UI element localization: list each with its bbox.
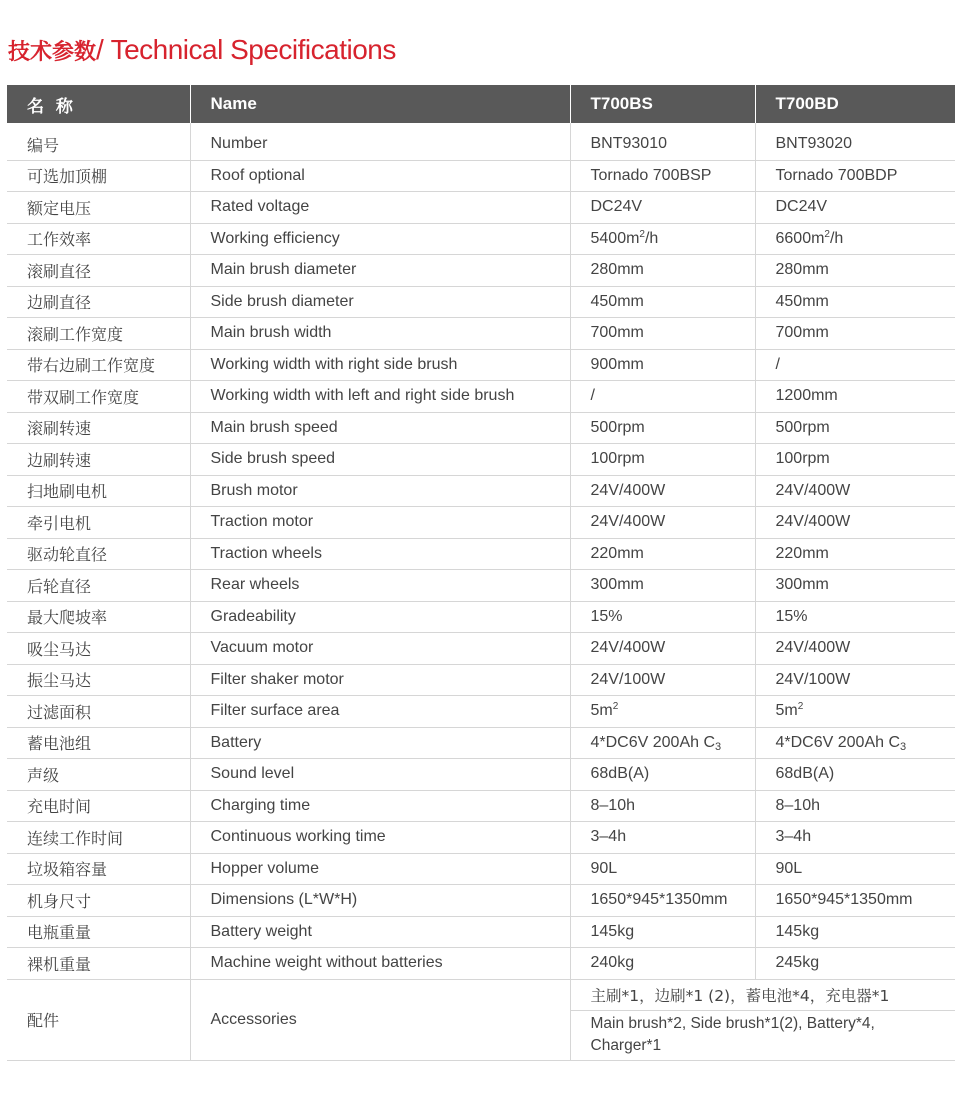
cell-name-cn	[7, 123, 190, 160]
cell-name-cn	[7, 727, 190, 759]
table-row	[7, 123, 955, 160]
cell-name-en	[190, 664, 570, 696]
page-title	[8, 32, 396, 68]
cell-value-bs	[570, 790, 755, 822]
cell-name-cn	[7, 349, 190, 381]
cell-name-cn	[7, 790, 190, 822]
cell-value-bd-text: 90L	[775, 859, 803, 877]
cell-value-bs	[570, 412, 755, 444]
cell-value-bd	[755, 664, 955, 696]
cell-value-bd	[755, 475, 955, 507]
cell-name-en	[190, 381, 570, 413]
cell-value-bs-text: BNT93010	[590, 135, 667, 153]
cell-value-bs-text: 220mm	[590, 544, 644, 562]
cell-value-bs-text: /	[590, 387, 595, 405]
cell-value-bd	[755, 507, 955, 539]
cell-value-bd	[755, 822, 955, 854]
cell-name-en	[190, 507, 570, 539]
cell-name-en	[190, 349, 570, 381]
cell-name-cn	[7, 759, 190, 791]
cell-value-bd	[755, 790, 955, 822]
accessories-row	[7, 979, 955, 1010]
cell-name-cn-text: 振尘马达	[27, 671, 92, 691]
cell-name-cn-text: 蓄电池组	[27, 734, 92, 754]
header-name-en: Name	[190, 85, 570, 123]
cell-value-bs	[570, 601, 755, 633]
cell-name-cn	[7, 412, 190, 444]
cell-value-bs	[570, 444, 755, 476]
cell-value-bs	[570, 381, 755, 413]
cell-value-bd	[755, 538, 955, 570]
cell-value-bs-text: 100rpm	[590, 450, 645, 468]
cell-value-bd-text: 5m	[775, 702, 798, 720]
cell-value-bd-text: 100rpm	[775, 450, 830, 468]
cell-name-en-text: Working width with left and right side brush	[210, 387, 515, 405]
table-row	[7, 948, 955, 980]
cell-name-en-text: Gradeability	[210, 607, 296, 625]
cell-name-en-text: Filter shaker motor	[210, 670, 344, 688]
cell-name-cn-text: 带双刷工作宽度	[27, 387, 140, 407]
cell-name-cn-text: 吸尘马达	[27, 639, 92, 659]
cell-name-en	[190, 123, 570, 160]
superscript: 2	[824, 228, 830, 240]
cell-name-en-text: Battery weight	[210, 922, 312, 940]
cell-value-bd	[755, 916, 955, 948]
table-body	[7, 123, 955, 1060]
cell-value-bd	[755, 381, 955, 413]
cell-value-bs	[570, 475, 755, 507]
spec-table	[7, 85, 955, 1061]
header-row	[7, 85, 955, 123]
table-row	[7, 759, 955, 791]
cell-value-bs-text: 280mm	[590, 261, 644, 279]
cell-name-cn-text: 带右边刷工作宽度	[27, 356, 156, 376]
cell-name-cn	[7, 570, 190, 602]
cell-name-cn	[7, 601, 190, 633]
cell-value-bs-text: 3–4h	[590, 828, 627, 846]
cell-value-bd-text: 280mm	[775, 261, 829, 279]
cell-value-bd	[755, 349, 955, 381]
cell-value-bd	[755, 759, 955, 791]
cell-name-cn-text: 声级	[27, 765, 60, 785]
cell-value-bs	[570, 160, 755, 192]
cell-value-bs-text: 4*DC6V 200Ah C	[590, 733, 716, 751]
accessories-value-cn: 主刷*1，边刷*1 (2)，蓄电池*4，充电器*1	[570, 979, 955, 1010]
cell-value-bs-text: Tornado 700BSP	[590, 166, 712, 184]
cell-name-cn-text: 边刷转速	[27, 450, 92, 470]
header-model-bs: T700BS	[570, 85, 755, 123]
cell-name-en-text: Main brush speed	[210, 418, 338, 436]
cell-value-bs-text: 450mm	[590, 292, 644, 310]
cell-name-en-text: Charging time	[210, 796, 311, 814]
cell-value-bs	[570, 349, 755, 381]
cell-value-bs	[570, 192, 755, 224]
cell-value-bd-text: 4*DC6V 200Ah C	[775, 733, 901, 751]
cell-value-bs-text: 24V/400W	[590, 513, 666, 531]
cell-name-en-text: Traction wheels	[210, 544, 322, 562]
cell-name-cn	[7, 192, 190, 224]
cell-name-en-text: Main brush width	[210, 324, 332, 342]
cell-name-en	[190, 633, 570, 665]
cell-value-bs	[570, 318, 755, 350]
cell-name-en	[190, 286, 570, 318]
table-row	[7, 570, 955, 602]
cell-value-bs	[570, 885, 755, 917]
table-row	[7, 916, 955, 948]
cell-name-en-text: Dimensions (L*W*H)	[210, 891, 358, 909]
superscript: 2	[639, 228, 645, 240]
cell-value-bs-text: 24V/100W	[590, 670, 666, 688]
cell-name-en-text: Battery	[210, 733, 262, 751]
table-row	[7, 664, 955, 696]
table-row	[7, 160, 955, 192]
cell-name-en	[190, 160, 570, 192]
cell-value-bd	[755, 412, 955, 444]
cell-value-bs-text: 24V/400W	[590, 481, 666, 499]
cell-name-cn-text: 滚刷直径	[27, 261, 92, 281]
cell-name-en-text: Filter surface area	[210, 702, 340, 720]
cell-value-bd-text: 6600m	[775, 229, 825, 247]
cell-name-en	[190, 223, 570, 255]
cell-name-cn	[7, 664, 190, 696]
cell-name-cn	[7, 885, 190, 917]
cell-name-cn	[7, 444, 190, 476]
table-row	[7, 223, 955, 255]
cell-value-bd-text: Tornado 700BDP	[775, 166, 898, 184]
cell-name-cn	[7, 853, 190, 885]
cell-name-en-text: Machine weight without batteries	[210, 954, 443, 972]
cell-value-bs-text: 8–10h	[590, 796, 635, 814]
cell-name-en	[190, 885, 570, 917]
cell-value-bd-text: 1650*945*1350mm	[775, 891, 913, 909]
cell-value-bd-text: 700mm	[775, 324, 829, 342]
cell-name-en	[190, 790, 570, 822]
unit-suffix: /h	[644, 229, 659, 247]
cell-value-bs	[570, 633, 755, 665]
cell-name-cn-text: 最大爬坡率	[27, 608, 108, 628]
table-row	[7, 696, 955, 728]
table-row	[7, 192, 955, 224]
cell-value-bd	[755, 885, 955, 917]
cell-name-en-text: Hopper volume	[210, 859, 319, 877]
cell-name-cn-text: 驱动轮直径	[27, 545, 108, 565]
cell-value-bd-text: DC24V	[775, 198, 828, 216]
cell-name-en-text: Side brush speed	[210, 450, 336, 468]
cell-value-bd-text: 68dB(A)	[775, 765, 835, 783]
cell-name-en-text: Rear wheels	[210, 576, 300, 594]
cell-name-en-text: Working width with right side brush	[210, 355, 458, 373]
cell-name-en-text: Continuous working time	[210, 828, 386, 846]
cell-name-cn	[7, 381, 190, 413]
cell-name-en-text: Rated voltage	[210, 198, 310, 216]
cell-name-cn-text: 边刷直径	[27, 293, 92, 313]
cell-name-cn	[7, 318, 190, 350]
cell-value-bd-text: 24V/100W	[775, 670, 851, 688]
cell-name-en	[190, 759, 570, 791]
cell-name-cn	[7, 633, 190, 665]
cell-name-cn-text: 滚刷转速	[27, 419, 92, 439]
cell-name-cn-text: 电瓶重量	[27, 923, 92, 943]
table-row	[7, 822, 955, 854]
table-row	[7, 381, 955, 413]
cell-value-bs	[570, 123, 755, 160]
cell-name-cn-text: 可选加顶棚	[27, 167, 108, 187]
cell-value-bs	[570, 727, 755, 759]
cell-name-cn	[7, 507, 190, 539]
cell-value-bs	[570, 696, 755, 728]
cell-name-cn	[7, 475, 190, 507]
cell-name-cn	[7, 286, 190, 318]
cell-name-en-text: Brush motor	[210, 481, 298, 499]
cell-name-en	[190, 570, 570, 602]
cell-value-bd	[755, 318, 955, 350]
cell-value-bd-text: 245kg	[775, 954, 820, 972]
table-header	[7, 85, 955, 123]
cell-value-bs-text: 300mm	[590, 576, 644, 594]
cell-value-bd-text: 145kg	[775, 922, 820, 940]
cell-value-bd	[755, 853, 955, 885]
superscript: 2	[797, 701, 804, 713]
cell-value-bd	[755, 727, 955, 759]
cell-value-bd	[755, 948, 955, 980]
table-row	[7, 885, 955, 917]
cell-value-bd	[755, 444, 955, 476]
cell-value-bs-text: 5400m	[590, 229, 640, 247]
subscript: 3	[900, 740, 907, 753]
cell-value-bs	[570, 916, 755, 948]
cell-value-bs-text: 1650*945*1350mm	[590, 891, 728, 909]
cell-value-bs-text: 90L	[590, 859, 618, 877]
header-model-bd: T700BD	[755, 85, 955, 123]
cell-name-cn-text: 过滤面积	[27, 702, 92, 722]
cell-name-en-text: Main brush diameter	[210, 261, 357, 279]
cell-name-cn	[7, 223, 190, 255]
cell-value-bs	[570, 255, 755, 287]
cell-name-cn-text: 充电时间	[27, 797, 92, 817]
cell-name-en	[190, 916, 570, 948]
table-row	[7, 538, 955, 570]
cell-name-cn-text: 编号	[27, 135, 60, 155]
cell-value-bs-text: 15%	[590, 607, 623, 625]
cell-name-en	[190, 727, 570, 759]
cell-name-en	[190, 696, 570, 728]
cell-name-en-text: Number	[210, 135, 268, 153]
cell-name-cn-text: 垃圾箱容量	[27, 860, 108, 880]
cell-name-cn	[7, 696, 190, 728]
cell-name-en	[190, 412, 570, 444]
cell-value-bs-text: 145kg	[590, 922, 635, 940]
cell-name-cn	[7, 948, 190, 980]
cell-value-bd-text: 8–10h	[775, 796, 820, 814]
cell-value-bd-text: 450mm	[775, 292, 829, 310]
cell-value-bd	[755, 601, 955, 633]
cell-value-bd	[755, 696, 955, 728]
cell-name-cn-text: 牵引电机	[27, 513, 92, 533]
cell-value-bd	[755, 192, 955, 224]
cell-value-bs	[570, 286, 755, 318]
cell-name-en	[190, 318, 570, 350]
cell-name-en	[190, 948, 570, 980]
cell-value-bd-text: 15%	[775, 607, 808, 625]
title-chinese: 技术参数	[8, 40, 97, 65]
table-row	[7, 286, 955, 318]
cell-value-bd-text: /	[775, 355, 780, 373]
cell-value-bd	[755, 286, 955, 318]
cell-name-en-text: Traction motor	[210, 513, 314, 531]
table-row	[7, 853, 955, 885]
cell-name-cn-text: 滚刷工作宽度	[27, 324, 124, 344]
table-row	[7, 790, 955, 822]
cell-value-bs-text: 24V/400W	[590, 639, 666, 657]
cell-value-bd	[755, 223, 955, 255]
cell-value-bs-text: 900mm	[590, 355, 644, 373]
table-row	[7, 412, 955, 444]
cell-name-cn-text: 扫地刷电机	[27, 482, 108, 502]
cell-value-bd-text: 24V/400W	[775, 513, 851, 531]
accessories-value-en: Main brush*2, Side brush*1(2), Battery*4, Charger*1	[570, 1010, 955, 1060]
cell-value-bd	[755, 255, 955, 287]
cell-name-en	[190, 475, 570, 507]
cell-value-bs-text: 5m	[590, 702, 613, 720]
cell-name-en-text: Roof optional	[210, 166, 305, 184]
cell-name-en-text: Sound level	[210, 765, 295, 783]
cell-value-bd-text: BNT93020	[775, 135, 852, 153]
cell-name-en	[190, 192, 570, 224]
cell-value-bs-text: DC24V	[590, 198, 643, 216]
cell-name-en-text: Vacuum motor	[210, 639, 314, 657]
cell-value-bs	[570, 664, 755, 696]
cell-name-cn	[7, 538, 190, 570]
cell-name-en	[190, 853, 570, 885]
cell-name-cn-text: 额定电压	[27, 198, 92, 218]
cell-value-bd	[755, 160, 955, 192]
unit-suffix: /h	[829, 229, 844, 247]
cell-value-bs	[570, 948, 755, 980]
cell-name-cn-text: 机身尺寸	[27, 891, 92, 911]
cell-name-cn	[7, 822, 190, 854]
table-row	[7, 444, 955, 476]
table-row	[7, 255, 955, 287]
cell-name-en-text: Side brush diameter	[210, 292, 354, 310]
cell-name-en	[190, 444, 570, 476]
cell-name-cn	[7, 160, 190, 192]
cell-value-bs	[570, 570, 755, 602]
cell-name-en	[190, 822, 570, 854]
cell-value-bd-text: 1200mm	[775, 387, 838, 405]
cell-name-en	[190, 601, 570, 633]
table-row	[7, 507, 955, 539]
cell-value-bs-text: 500rpm	[590, 418, 645, 436]
cell-value-bs-text: 68dB(A)	[590, 765, 650, 783]
cell-name-cn-text: 工作效率	[27, 230, 92, 250]
cell-value-bs	[570, 538, 755, 570]
cell-name-en-text: Working efficiency	[210, 229, 340, 247]
cell-name-cn-text: 连续工作时间	[27, 828, 124, 848]
header-name-cn: 名 称	[7, 85, 190, 123]
cell-value-bd-text: 24V/400W	[775, 639, 851, 657]
cell-value-bd	[755, 570, 955, 602]
subscript: 3	[715, 740, 722, 753]
cell-value-bs	[570, 822, 755, 854]
cell-value-bs	[570, 223, 755, 255]
cell-value-bd-text: 500rpm	[775, 418, 830, 436]
cell-value-bd-text: 3–4h	[775, 828, 812, 846]
cell-value-bs	[570, 759, 755, 791]
cell-name-en	[190, 255, 570, 287]
table-row	[7, 633, 955, 665]
table-row	[7, 727, 955, 759]
title-english: / Technical Specifications	[96, 34, 396, 65]
cell-value-bs-text: 700mm	[590, 324, 644, 342]
cell-value-bs	[570, 853, 755, 885]
cell-name-cn-text: 后轮直径	[27, 576, 92, 596]
table-row	[7, 318, 955, 350]
cell-name-cn-text: 裸机重量	[27, 954, 92, 974]
cell-value-bs	[570, 507, 755, 539]
superscript: 2	[612, 701, 619, 713]
cell-name-en	[190, 538, 570, 570]
cell-name-cn	[7, 916, 190, 948]
cell-name-cn	[7, 255, 190, 287]
cell-value-bd	[755, 123, 955, 160]
cell-value-bd-text: 24V/400W	[775, 481, 851, 499]
cell-value-bd-text: 300mm	[775, 576, 829, 594]
table-row	[7, 349, 955, 381]
table-row	[7, 601, 955, 633]
accessories-label-cn: 配件	[7, 979, 190, 1060]
table-row	[7, 475, 955, 507]
accessories-label-en: Accessories	[190, 979, 570, 1060]
cell-value-bd-text: 220mm	[775, 544, 829, 562]
cell-value-bs-text: 240kg	[590, 954, 635, 972]
cell-value-bd	[755, 633, 955, 665]
